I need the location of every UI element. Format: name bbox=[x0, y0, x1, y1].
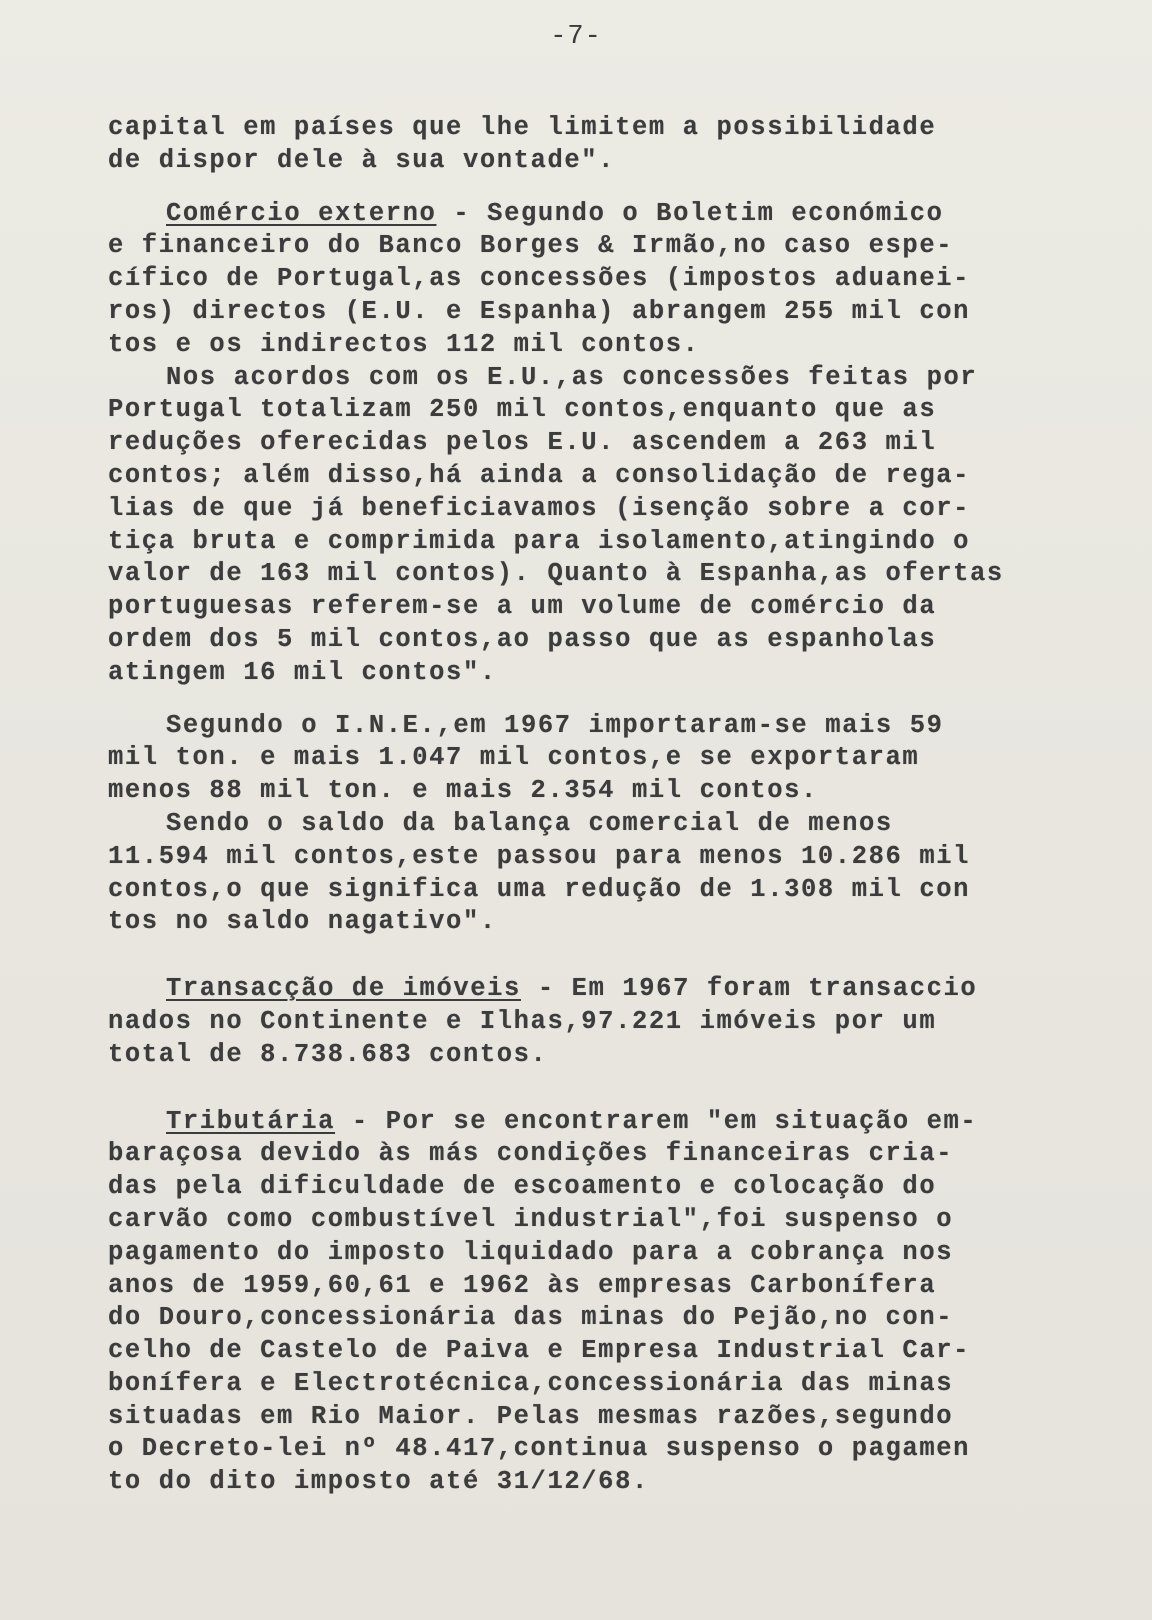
text-line: 11.594 mil contos,este passou para menos 10.286 mil bbox=[108, 841, 971, 871]
text-line: atingem 16 mil contos". bbox=[108, 657, 497, 687]
section-heading: Comércio externo bbox=[166, 198, 437, 228]
text-line: total de 8.738.683 contos. bbox=[108, 1039, 548, 1069]
text-line: pagamento do imposto liquidado para a cobrança nos bbox=[108, 1237, 954, 1267]
text-line: ros) directos (E.U. e Espanha) abrangem 255 mil con bbox=[108, 296, 971, 326]
text-line: portuguesas referem-se a um volume de comércio da bbox=[108, 592, 937, 622]
text-line: tos no saldo nagativo". bbox=[108, 907, 497, 937]
text-line: baraçosa devido às más condições financeiras cria- bbox=[108, 1139, 954, 1169]
text-line: Segundo o I.N.E.,em 1967 importaram-se mais 59 bbox=[166, 710, 944, 740]
text-line: contos; além disso,há ainda a consolidação de rega- bbox=[108, 460, 971, 490]
section-heading: Tributária bbox=[166, 1106, 336, 1136]
text-line: do Douro,concessionária das minas do Pejão,no con- bbox=[108, 1303, 954, 1333]
text-line: mil ton. e mais 1.047 mil contos,e se exportaram bbox=[108, 743, 920, 773]
text-line: to do dito imposto até 31/12/68. bbox=[108, 1467, 649, 1497]
text-line: tos e os indirectos 112 mil contos. bbox=[108, 329, 700, 359]
page-number: -7- bbox=[550, 22, 602, 52]
text-line: de dispor dele à sua vontade". bbox=[108, 145, 616, 175]
text-line: Nos acordos com os E.U.,as concessões feitas por bbox=[166, 362, 978, 392]
text-line: o Decreto-lei nº 48.417,continua suspenso o pagamen bbox=[108, 1434, 971, 1464]
text-line: cífico de Portugal,as concessões (impostos aduanei- bbox=[108, 264, 971, 294]
text-line: capital em países que lhe limitem a possibilidade bbox=[108, 113, 937, 142]
text-line: - Por se encontrarem "em situação em- bbox=[335, 1106, 978, 1136]
text-line: anos de 1959,60,61 e 1962 às empresas Carbonífera bbox=[108, 1270, 937, 1300]
text-line: Sendo o saldo da balança comercial de menos bbox=[166, 808, 893, 838]
text-line: lias de que já beneficiavamos (isenção sobre a cor- bbox=[108, 493, 971, 523]
paragraph bbox=[108, 112, 1118, 178]
section-heading: Transacção de imóveis bbox=[166, 974, 521, 1004]
text-line: bonífera e Electrotécnica,concessionária das minas bbox=[108, 1368, 954, 1398]
document-body bbox=[108, 112, 1118, 1499]
paragraph bbox=[108, 808, 1118, 939]
text-line: das pela dificuldade de escoamento e colocação do bbox=[108, 1172, 937, 1202]
paragraph bbox=[108, 973, 1118, 1071]
text-line: tiça bruta e comprimida para isolamento,atingindo o bbox=[108, 526, 971, 556]
paragraph bbox=[108, 710, 1118, 808]
text-line: contos,o que significa uma redução de 1.308 mil con bbox=[108, 874, 971, 904]
text-line: ordem dos 5 mil contos,ao passo que as espanholas bbox=[108, 624, 937, 654]
text-line: Portugal totalizam 250 mil contos,enquanto que as bbox=[108, 395, 937, 425]
text-line: valor de 163 mil contos). Quanto à Espanha,as ofertas bbox=[108, 559, 1004, 589]
text-line: nados no Continente e Ilhas,97.221 imóveis por um bbox=[108, 1006, 937, 1036]
text-line: e financeiro do Banco Borges & Irmão,no caso espe- bbox=[108, 231, 954, 261]
text-line: carvão como combustível industrial",foi suspenso o bbox=[108, 1204, 954, 1234]
paragraph bbox=[108, 1106, 1118, 1500]
text-line: menos 88 mil ton. e mais 2.354 mil contos. bbox=[108, 776, 818, 806]
text-line: reduções oferecidas pelos E.U. ascendem a 263 mil bbox=[108, 428, 937, 458]
paragraph bbox=[108, 198, 1118, 362]
paragraph bbox=[108, 362, 1118, 690]
text-line: celho de Castelo de Paiva e Empresa Industrial Car- bbox=[108, 1336, 971, 1366]
text-line: - Segundo o Boletim económico bbox=[436, 198, 944, 228]
text-line: situadas em Rio Maior. Pelas mesmas razões,segundo bbox=[108, 1401, 954, 1431]
text-line: - Em 1967 foram transaccio bbox=[520, 974, 978, 1004]
